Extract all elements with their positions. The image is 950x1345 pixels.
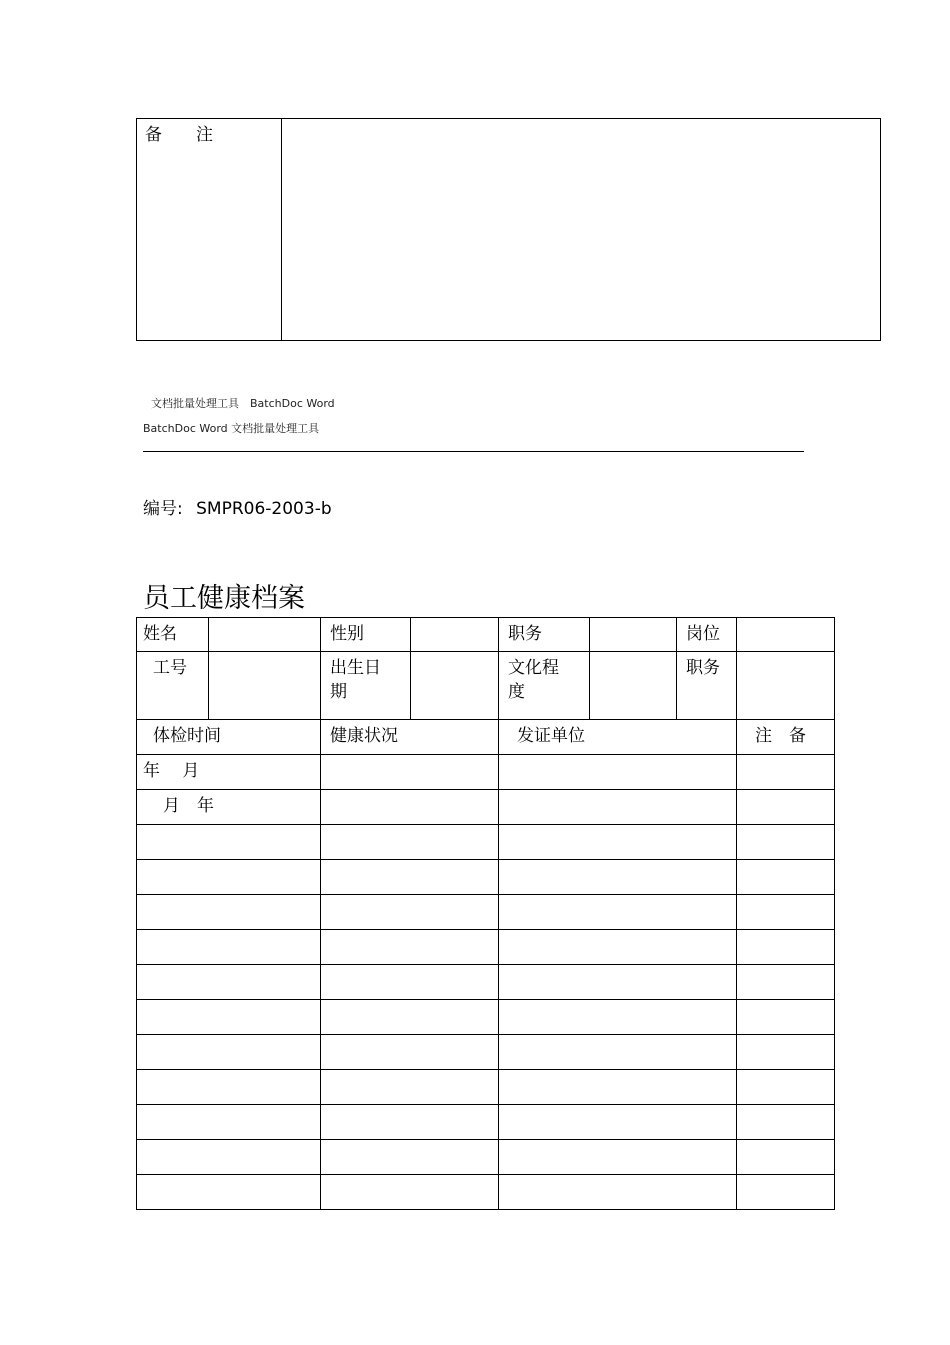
employee-id-label: 工号 — [137, 652, 209, 720]
doc-number-label: 编号: — [143, 499, 183, 519]
header-remarks: 注 备 — [737, 720, 835, 755]
post-label: 岗位 — [677, 618, 737, 652]
record-cell[interactable] — [737, 1175, 835, 1210]
record-cell[interactable] — [137, 1000, 321, 1035]
record-cell[interactable] — [499, 1070, 737, 1105]
record-cell[interactable] — [499, 930, 737, 965]
header-issuing-unit: 发证单位 — [499, 720, 737, 755]
record-cell[interactable] — [137, 1035, 321, 1070]
record-cell[interactable] — [321, 1140, 499, 1175]
record-cell[interactable] — [499, 825, 737, 860]
position2-field[interactable] — [737, 652, 835, 720]
record-cell[interactable] — [737, 860, 835, 895]
footer-divider — [143, 451, 804, 452]
record-cell[interactable] — [137, 930, 321, 965]
record-cell[interactable] — [737, 1070, 835, 1105]
record-cell[interactable] — [499, 790, 737, 825]
table-row — [137, 1035, 835, 1070]
gender-field[interactable] — [411, 618, 499, 652]
gender-label: 性别 — [321, 618, 411, 652]
record-cell[interactable] — [137, 1140, 321, 1175]
record-cell[interactable] — [321, 755, 499, 790]
record-cell[interactable] — [737, 965, 835, 1000]
record-cell[interactable] — [499, 965, 737, 1000]
employee-info-table — [136, 617, 835, 720]
record-cell[interactable] — [321, 1105, 499, 1140]
table-row — [137, 1000, 835, 1035]
table-row — [137, 755, 835, 790]
record-cell[interactable] — [321, 1035, 499, 1070]
dob-field[interactable] — [411, 652, 499, 720]
footer-line-1: 文档批量处理工具 BatchDoc Word — [151, 397, 335, 410]
record-cell[interactable] — [737, 895, 835, 930]
header-health-status: 健康状况 — [321, 720, 499, 755]
record-cell[interactable] — [737, 930, 835, 965]
record-cell[interactable] — [737, 1035, 835, 1070]
record-cell[interactable]: 年 月 — [137, 755, 321, 790]
record-cell[interactable]: 月 年 — [137, 790, 321, 825]
record-cell[interactable] — [137, 965, 321, 1000]
record-cell[interactable] — [499, 1000, 737, 1035]
record-cell[interactable] — [137, 1070, 321, 1105]
dob-label: 出生日期 — [321, 652, 411, 720]
header-exam-date: 体检时间 — [137, 720, 321, 755]
record-cell[interactable] — [499, 1140, 737, 1175]
table-row — [137, 965, 835, 1000]
record-cell[interactable] — [321, 1070, 499, 1105]
record-cell[interactable] — [137, 860, 321, 895]
record-cell[interactable] — [321, 930, 499, 965]
table-row — [137, 1105, 835, 1140]
record-cell[interactable] — [737, 1140, 835, 1175]
table-row — [137, 1070, 835, 1105]
record-cell[interactable] — [499, 1035, 737, 1070]
record-cell[interactable] — [321, 965, 499, 1000]
remarks-table — [136, 118, 881, 341]
doc-number-value: SMPR06-2003-b — [196, 499, 332, 519]
page-title: 员工健康档案 — [143, 583, 305, 614]
record-cell[interactable] — [321, 790, 499, 825]
post-field[interactable] — [737, 618, 835, 652]
record-cell[interactable] — [737, 1105, 835, 1140]
footer-line-2: BatchDoc Word 文档批量处理工具 — [143, 422, 320, 435]
record-cell[interactable] — [737, 790, 835, 825]
record-cell[interactable] — [321, 1000, 499, 1035]
record-cell[interactable] — [737, 1000, 835, 1035]
remarks-field[interactable] — [282, 119, 881, 341]
record-cell[interactable] — [737, 755, 835, 790]
position-label: 职务 — [499, 618, 590, 652]
table-row — [137, 930, 835, 965]
name-label: 姓名 — [137, 618, 209, 652]
table-row — [137, 825, 835, 860]
record-cell[interactable] — [137, 825, 321, 860]
record-cell[interactable] — [499, 1105, 737, 1140]
table-row — [137, 1140, 835, 1175]
record-cell[interactable] — [499, 895, 737, 930]
record-cell[interactable] — [499, 860, 737, 895]
record-cell[interactable] — [137, 895, 321, 930]
record-cell[interactable] — [321, 1175, 499, 1210]
position-field[interactable] — [590, 618, 677, 652]
education-field[interactable] — [590, 652, 677, 720]
record-cell[interactable] — [321, 825, 499, 860]
name-field[interactable] — [209, 618, 321, 652]
record-cell[interactable] — [499, 1175, 737, 1210]
employee-id-field[interactable] — [209, 652, 321, 720]
record-cell[interactable] — [321, 895, 499, 930]
table-row — [137, 860, 835, 895]
table-row — [137, 1175, 835, 1210]
records-header-row — [137, 720, 835, 755]
record-cell[interactable] — [321, 860, 499, 895]
health-records-table — [136, 719, 835, 1210]
doc-number — [143, 494, 332, 519]
record-cell[interactable] — [737, 825, 835, 860]
record-cell[interactable] — [499, 755, 737, 790]
education-label: 文化程度 — [499, 652, 590, 720]
record-cell[interactable] — [137, 1175, 321, 1210]
remarks-label: 备 注 — [137, 119, 282, 341]
table-row — [137, 790, 835, 825]
record-cell[interactable] — [137, 1105, 321, 1140]
position2-label: 职务 — [677, 652, 737, 720]
table-row — [137, 895, 835, 930]
